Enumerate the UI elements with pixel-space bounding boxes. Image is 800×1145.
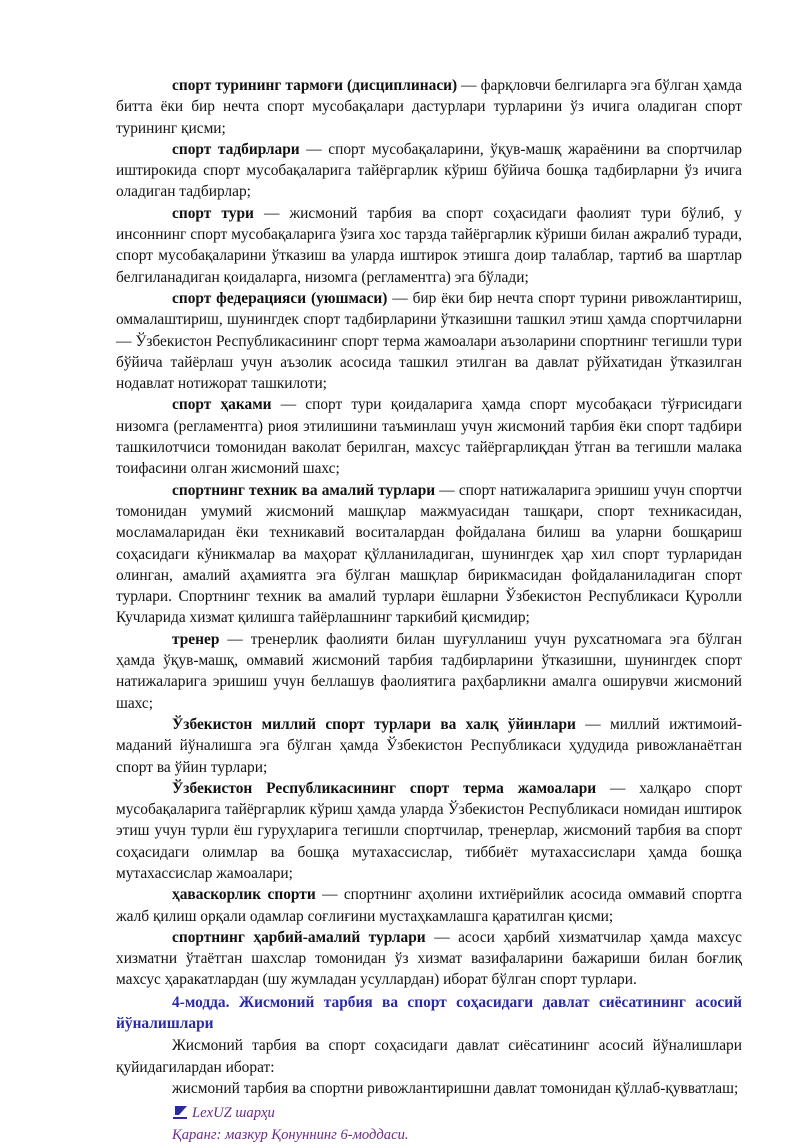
definition-text: — жисмоний тарбия ва спорт соҳасидаги фаолият тури бўлиб, у инсоннинг спорт мусобақаларига ўзига хос тарзда тайёргарлик кўриши билан ажралиб туради, спорт мусобақаларини ўтказиш ва уларда иштирок этишга доир талаблар, тартиб ва шартлар белгиланадиган қоидаларга, низомга (регламентга) эга бўлади; — [116, 204, 742, 286]
definition-term: спорт тури — [172, 204, 254, 222]
definition-paragraph — [116, 884, 742, 927]
definition-term: спортнинг техник ва амалий турлари — [172, 481, 436, 499]
definition-term: ҳаваскорлик спорти — [172, 886, 316, 904]
definition-term: спорт тадбирлари — [172, 140, 300, 158]
definition-text: — спорт тури қоидаларига ҳамда спорт мусобақаси тўғрисидаги низомга (регламентга) риоя этилишини таъминлаш учун жисмоний тарбия ёки спорт тадбири ташкилотчиси томонидан ваколат берилган, махсус тайёргарлиқдан ўтган ва тегишли малака тоифасини олган жисмоний шахс; — [116, 396, 742, 478]
definition-paragraph — [116, 139, 742, 203]
definition-paragraph — [116, 778, 742, 884]
definition-paragraph — [116, 629, 742, 714]
definition-text: — спорт натижаларига эришиш учун спортчи томонидан умумий жисмоний машқлар мажмуасидан ташқари, спорт техникасидан, мосламаларидан ёки техникавий воситалардан фойдалана билиш ва уларни бошқариш соҳасидаги кўникмалар ва маҳорат қўлланиладиган, шунингдек ҳар хил спорт турларидан олинган, амалий аҳамиятга эга бўлган машқлар бирикмасидан фойдаланиладиган спорт турлари. Спортнинг техник ва амалий турлари ёшларни Ўзбекистон Республикаси Қуролли Кучларида хизмат қилишга тайёрлашнинг таркибий қисмидир; — [116, 481, 742, 627]
definition-text: — спорт мусобақаларини, ўқув-машқ жараёнини ва спортчилар иштирокида спорт мусобақаларига тайёргарлик кўриш бўйича бошқа тадбирларни ўз ичига оладиган тадбирлар; — [116, 140, 742, 201]
definition-text: — асоси ҳарбий хизматчилар ҳамда махсус хизматни ўтаётган шахслар томонидан ўз хизмат вазифаларини бажариши билан боғлиқ махсус ҳаракатлардан (шу жумладан усуллардан) иборат бўлган спорт турлари. — [116, 928, 742, 989]
lexuz-commentary-label[interactable]: LexUZ шарҳи — [192, 1105, 275, 1122]
see-also-end: . — [404, 1127, 409, 1144]
article-item: жисмоний тарбия ва спортни ривожлантиришни давлат томонидан қўллаб-қувватлаш; — [172, 1079, 739, 1097]
definition-term: спорт федерацияси (уюшмаси) — [172, 289, 388, 307]
see-also-note — [116, 1125, 742, 1145]
definition-term: спорт турининг тармоғи (дисциплинаси) — [172, 77, 458, 94]
definition-term: спортнинг ҳарбий-амалий турлари — [172, 928, 426, 946]
definition-paragraph — [116, 714, 742, 778]
definition-text: — тренерлик фаолияти билан шуғулланиш учун рухсатномага эга бўлган ҳамда ўқув-машқ, оммавий жисмоний тарбия тадбирларини ўтказишни, шунингдек спорт натижаларига эришиш учун беллашув фаолиятига раҳбарликни амалга оширувчи жисмоний шахс; — [116, 630, 742, 712]
definition-text: — фарқловчи белгиларга эга бўлган ҳамда битта ёки бир нечта спорт мусобақалари дастурлари турларини ўз ичига оладиган спорт турининг қисми; — [116, 77, 742, 137]
definition-text: — миллий ижтимоий-маданий йўналишга эга бўлган ҳамда Ўзбекистон Республикаси ҳудудида ривожланаётган спорт ва ўйин турлари; — [116, 715, 743, 776]
definition-term: тренер — [172, 630, 220, 648]
definition-paragraph — [116, 927, 742, 991]
definition-paragraph — [116, 394, 742, 479]
definitions-list — [116, 75, 742, 991]
definition-term: Ўзбекистон миллий спорт турлари ва халқ ўйинлари — [172, 715, 576, 733]
definition-term: Ўзбекистон Республикасининг спорт терма жамоалари — [172, 779, 597, 797]
definition-paragraph — [116, 480, 742, 629]
definition-text: — бир ёки бир нечта спорт турини ривожлантириш, оммалаштириш, шунингдек спорт тадбирларини ўтказишни ташкил этиш ҳамда спортчиларни — Ўзбекистон Республикасининг спорт терма жамоалари аъзоларини спортнинг тегишли тури бўйича тайёрлаш учун аъзолик асосида ташкил этилган ва давлат рўйхатидан ўтказилган нодавлат нотижорат ташкилоти; — [116, 289, 742, 393]
lexuz-commentary[interactable] — [116, 1103, 742, 1123]
definition-text: — халқаро спорт мусобақаларига тайёргарлик кўриш ҳамда уларда Ўзбекистон Республикаси номидан иштирок этиш учун турли ёш гуруҳларига тегишли спортчилар, тренерлар, жисмоний тарбия ва спорт соҳасидаги олимлар ва бошқа мутахассислар, тиббиёт мутахассислари ҳамда бошқа мутахассислар жамоалари; — [116, 779, 742, 882]
definition-paragraph — [116, 75, 742, 139]
definition-text: — спортнинг аҳолини ихтиёрийлик асосида оммавий спортга жалб қилиш орқали одамлар соғлиғини мустаҳкамлашга қаратилган қисми; — [116, 886, 742, 925]
article-heading: 4-модда. Жисмоний тарбия ва спорт соҳасидаги давлат сиёсатининг асосий йўналишлари — [116, 993, 742, 1033]
see-also-link[interactable]: 6-моддаси — [340, 1127, 405, 1144]
see-also-text: Қаранг: мазкур Қонуннинг — [172, 1127, 341, 1144]
lexuz-comment-icon — [172, 1105, 188, 1119]
definition-paragraph — [116, 203, 742, 288]
article-intro: Жисмоний тарбия ва спорт соҳасидаги давлат сиёсатининг асосий йўналишлари қуйидагилардан иборат: — [116, 1037, 742, 1076]
definition-term: спорт ҳаками — [172, 396, 272, 414]
definition-paragraph — [116, 288, 742, 394]
